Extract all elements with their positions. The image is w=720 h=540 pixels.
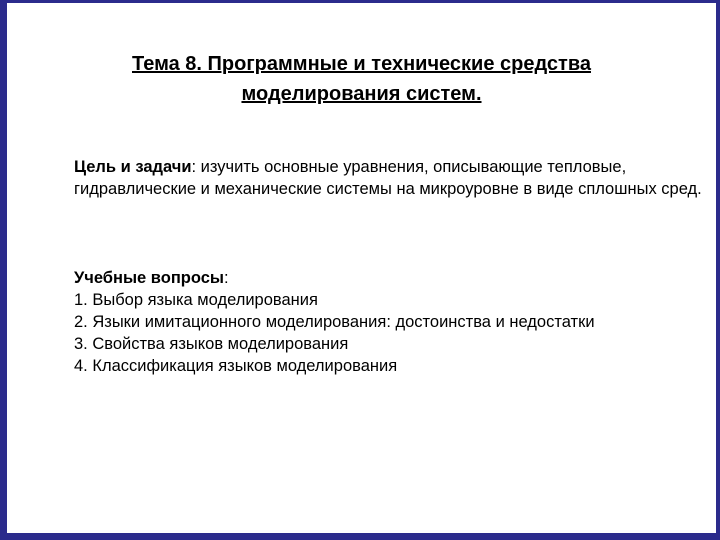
- goal-text: : изучить основные уравнения, описывающие тепловые, гидравлические и механические системы на микроуровне в виде сплошных сред.: [74, 158, 702, 198]
- title-line-2: моделирования систем.: [241, 83, 482, 105]
- questions-suffix: :: [224, 269, 229, 287]
- question-item-3: 3. Свойства языков моделирования: [74, 335, 349, 353]
- question-item-2: 2. Языки имитационного моделирования: достоинства и недостатки: [74, 313, 595, 331]
- goal-paragraph: [74, 156, 714, 200]
- questions-heading: [74, 267, 714, 289]
- goal-label: Цель и задачи: [74, 158, 192, 176]
- question-item-4: 4. Классификация языков моделирования: [74, 357, 398, 375]
- slide-content: [7, 3, 716, 533]
- slide-title: [7, 49, 716, 109]
- questions-block: [74, 267, 714, 377]
- questions-label: Учебные вопросы: [74, 269, 224, 287]
- title-line-1: Тема 8. Программные и технические средства: [132, 53, 591, 75]
- question-item-1: 1. Выбор языка моделирования: [74, 291, 318, 309]
